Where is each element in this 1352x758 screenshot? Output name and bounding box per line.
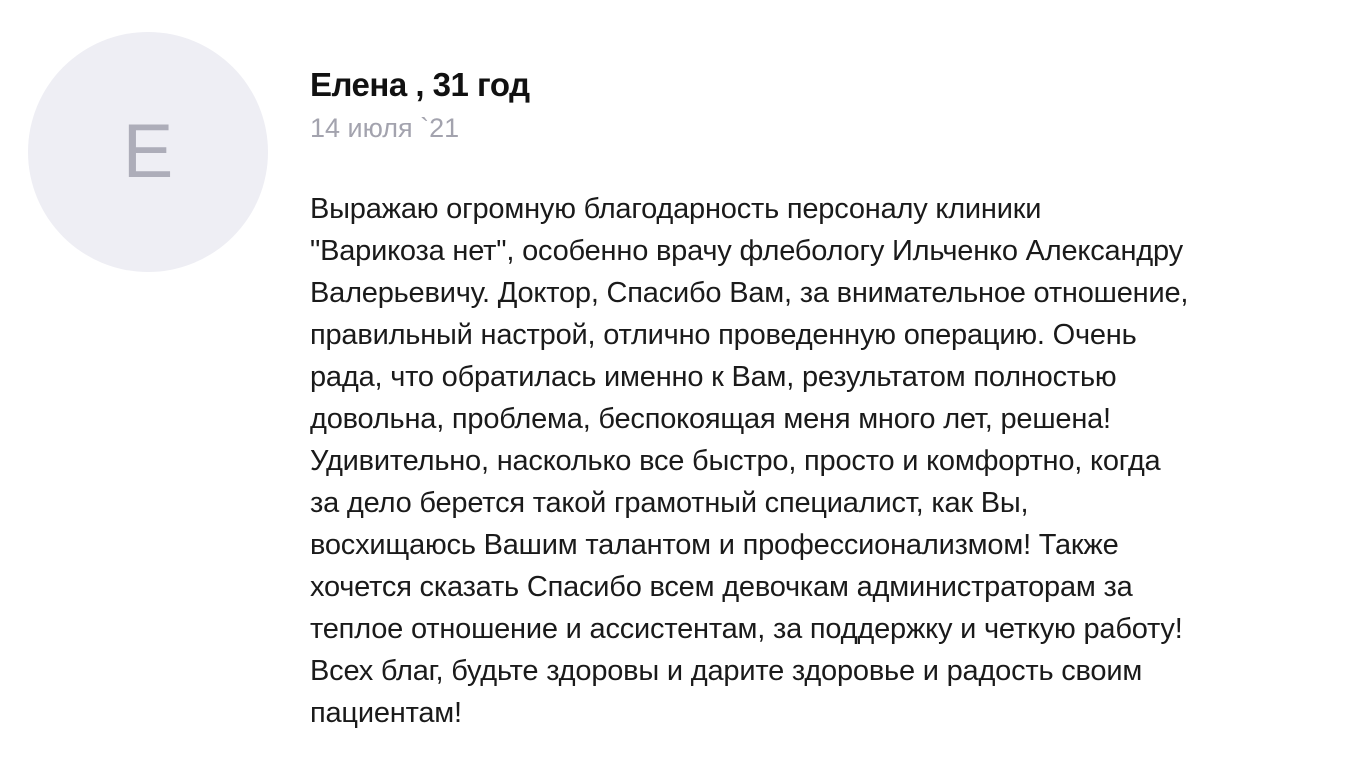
review-text-line: за дело берется такой грамотный специалист, как Вы, <box>310 487 1029 519</box>
review-text-line: довольна, проблема, беспокоящая меня много лет, решена! <box>310 403 1111 435</box>
review-text-line: Выражаю огромную благодарность персоналу клиники <box>310 193 1042 225</box>
avatar-letter: Е <box>122 109 174 194</box>
review-text-line: Валерьевичу. Доктор, Спасибо Вам, за внимательное отношение, <box>310 277 1189 309</box>
review-text-line: пациентам! <box>310 697 462 729</box>
review-text-line: хочется сказать Спасибо всем девочкам администраторам за <box>310 571 1133 603</box>
review-date: 14 июля `21 <box>310 113 460 143</box>
review-text-line: восхищаюсь Вашим талантом и профессионализмом! Также <box>310 529 1119 561</box>
review-text-line: теплое отношение и ассистентам, за поддержку и четкую работу! <box>310 613 1183 645</box>
review-author: Елена , 31 год <box>310 66 530 103</box>
avatar <box>28 32 268 272</box>
review-text-line: Удивительно, насколько все быстро, просто и комфортно, когда <box>310 445 1161 477</box>
review-text-line: Всех благ, будьте здоровы и дарите здоровье и радость своим <box>310 655 1143 687</box>
review-text <box>310 188 1300 734</box>
review-text-line: "Варикоза нет", особенно врачу флебологу Ильченко Александру <box>310 235 1183 267</box>
review-text-line: рада, что обратилась именно к Вам, результатом полностью <box>310 361 1117 393</box>
review-text-line: правильный настрой, отлично проведенную операцию. Очень <box>310 319 1137 351</box>
